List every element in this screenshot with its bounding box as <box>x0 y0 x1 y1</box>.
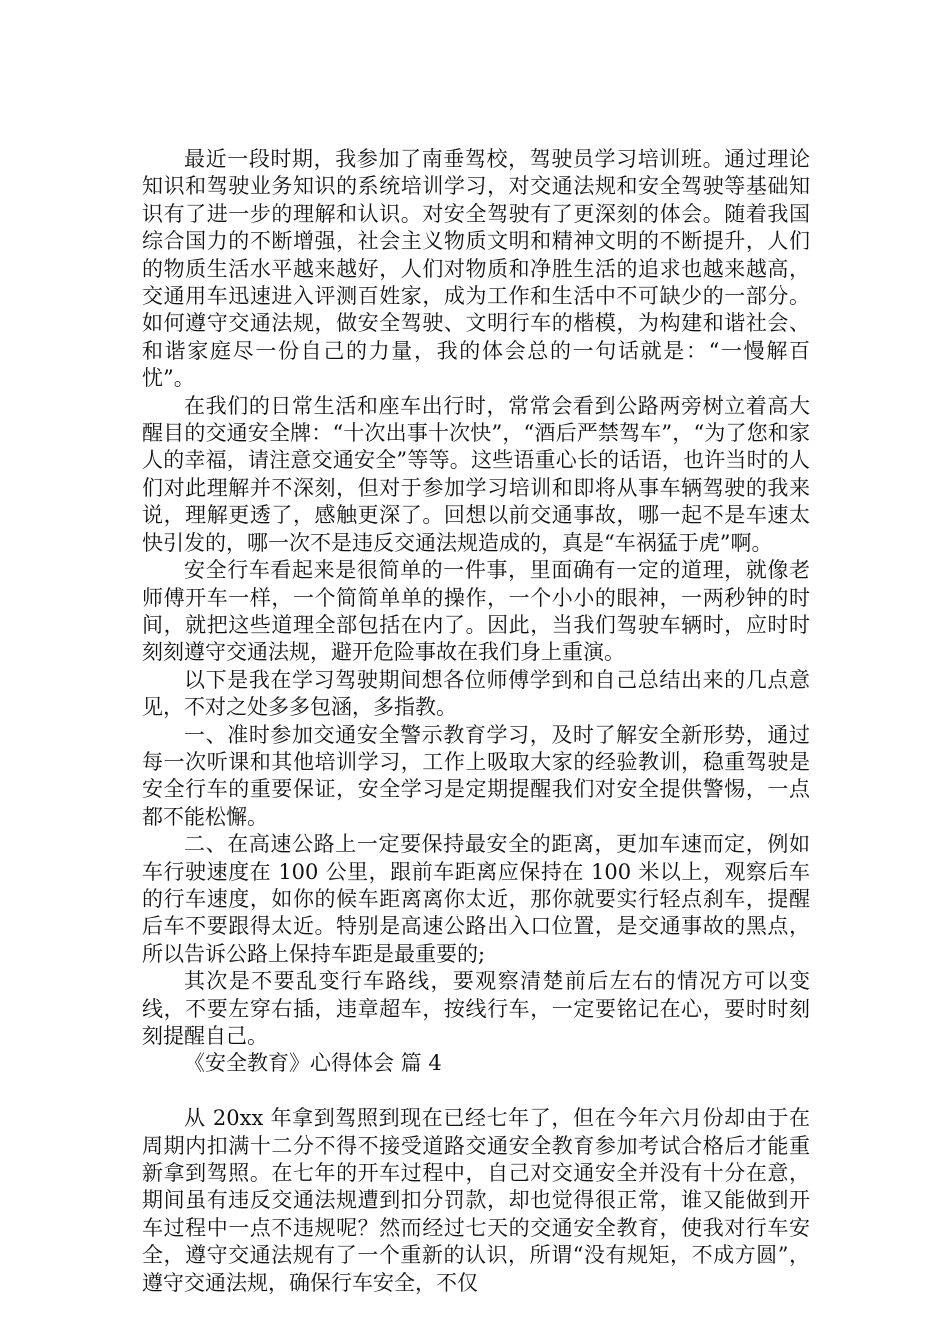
paragraph-intro: 最近一段时期，我参加了南垂驾校，驾驶员学习培训班。通过理论知识和驾驶业务知识的系统培训学习，对交通法规和安全驾驶等基础知识有了进一步的理解和认识。对安全驾驶有了更深刻的体会。随着我国综合国力的不断增强，社会主义物质文明和精神文明的不断提升，人们的物质生活水平越来越好，人们对物质和净胜生活的追求也越来越高，交通用车迅速进入评测百姓家，成为工作和生活中不可缺少的一部分。如何遵守交通法规，做安全驾驶、文明行车的楷模，为构建和谐社会、和谐家庭尽一份自己的力量，我的体会总的一句话就是：“一慢解百忧”。 <box>142 147 810 391</box>
section-title: 《安全教育》心得体会 篇 4 <box>184 1051 442 1076</box>
paragraph-point-three: 其次是不要乱变行车路线，要观察清楚前后左右的情况方可以变线，不要左穿右插，违章超车，按线行车，一定要铭记在心，要时时刻刻提醒自己。 <box>142 969 810 1048</box>
paragraph-section4-start: 从 20xx 年拿到驾照到现在已经七年了，但在今年六月份却由于在周期内扣满十二分不得不接受道路交通安全教育参加考试合格后才能重新拿到驾照。在七年的开车过程中，自己对交通安全并没有十分在意，期间虽有违反交通法规遭到扣分罚款，却也觉得很正常，谁又能做到开车过程中一点不违规呢？然而经过七天的交通安全教育，使我对行车安全，遵守交通法规有了一个重新的认识，所谓“没有规矩，不成方圆”，遵守交通法规，确保行车安全，不仅 <box>142 1106 810 1295</box>
document-body <box>142 146 810 1297</box>
paragraph-safe-driving: 安全行车看起来是很简单的一件事，里面确有一定的道理，就像老师傅开车一样，一个简简单单的操作，一个小小的眼神，一两秒钟的时间，就把这些道理全部包括在内了。因此，当我们驾驶车辆时，应时时刻刻遵守交通法规，避开危险事故在我们身上重演。 <box>142 558 810 665</box>
blank-line <box>142 1078 810 1105</box>
paragraph-opinions-intro: 以下是我在学习驾驶期间想各位师傅学到和自己总结出来的几点意见，不对之处多多包涵，多指教。 <box>142 667 810 720</box>
paragraph-point-two: 二、在高速公路上一定要保持最安全的距离，更加车速而定，例如车行驶速度在 100 公里，跟前车距离应保持在 100 米以上，观察后车的行车速度，如你的候车距离离你太近，那你就要实行轻点刹车，提醒后车不要跟得太近。特别是高速公路出入口位置，是交通事故的黑点，所以告诉公路上保持车距是最重要的; <box>142 832 810 966</box>
paragraph-point-one: 一、准时参加交通安全警示教育学习，及时了解安全新形势，通过每一次听课和其他培训学习，工作上吸取大家的经验教训，稳重驾驶是安全行车的重要保证，安全学习是定期提醒我们对安全提供警惕，一点都不能松懈。 <box>142 722 810 829</box>
paragraph-road-signs: 在我们的日常生活和座车出行时，常常会看到公路两旁树立着高大醒目的交通安全牌：“十次出事十次快”，“酒后严禁驾车”，“为了您和家人的幸福，请注意交通安全”等等。这些语重心长的话语，也许当时的人们对此理解并不深刻，但对于参加学习培训和即将从事车辆驾驶的我来说，理解更透了，感触更深了。回想以前交通事故，哪一起不是车速太快引发的，哪一次不是违反交通法规造成的，真是“车祸猛于虎”啊。 <box>142 393 810 555</box>
